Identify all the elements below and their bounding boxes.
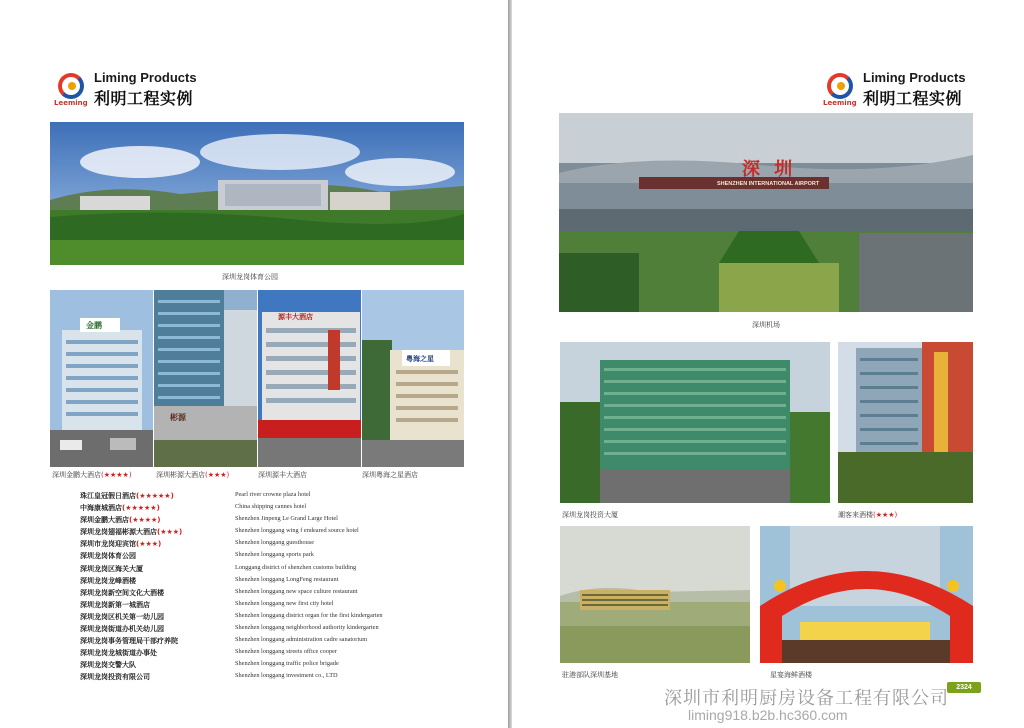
investment-building-caption: 深圳龙岗投资大厦 [562,511,618,519]
yuanfeng-hotel-photo [258,290,361,467]
xingyan-restaurant-photo [760,526,973,663]
project-cn: 深圳龙岗新第一城酒店 [80,600,150,609]
airport-photo [559,113,973,312]
yuehai-sign: 粤海之星 [406,355,434,363]
logo-mark-text: Leeming [823,98,857,107]
jinpeng-sign: 金鹏 [86,321,102,330]
brand-logo [56,70,197,109]
project-stars: (★★★★★) [122,504,160,513]
list-item [80,551,500,563]
list-item [80,491,500,503]
project-stars: (★★★) [157,528,183,537]
list-item [80,600,500,612]
project-en: Shenzhen longgang sports park [235,551,314,559]
project-en: Shenzhen longgang investment co., LTD [235,672,338,680]
brand-name-cn: 利明工程实例 [94,89,194,108]
list-item [80,624,500,636]
list-item [80,660,500,672]
brand-name-en: Liming Products [94,70,197,85]
project-cn: 珠江皇冠假日酒店 [80,492,136,500]
project-cn: 深圳龙岗区海关大厦 [80,564,143,573]
project-cn: 深圳龙岗龙城街道办事处 [80,649,157,658]
list-item [80,515,500,527]
jinpeng-hotel-photo [50,290,153,467]
yuehai-star-hotel-photo [362,290,464,467]
project-stars: (★★★★★) [136,492,174,500]
project-en: Shenzhen longgang new space culture restaurant [235,587,358,595]
project-en: Shenzhen Jinpeng Le Grand Large Hotel [235,515,338,523]
project-en: China shipping cannes hotel [235,503,307,511]
logo-mark-text: Leeming [54,98,88,107]
project-en: Shenzhen longgang LongFeng restaurant [235,575,339,583]
airport-sign-cn: 深 圳 [742,159,797,180]
list-item [80,564,500,576]
project-cn: 深圳龙岗体育公园 [80,552,136,561]
footer-url: liming918.b2b.hc360.com [688,707,848,723]
project-cn: 深圳龙岗翅福彬源大酒店 [80,528,157,537]
project-en: Longgang district of shenzhen customs building [235,563,357,571]
project-en: Shenzhen longgang guesthouse [235,539,315,547]
project-cn: 深圳龙岗区机关第一幼儿园 [80,612,164,621]
project-cn: 深圳龙岗龙峰酒楼 [80,576,136,585]
list-item [80,648,500,660]
project-cn: 深圳龙岗交警大队 [80,661,136,670]
list-item [80,527,500,539]
airport-caption: 深圳机场 [752,321,780,329]
project-list [80,491,500,685]
project-en: Shenzhen longgang streets office cooper [235,648,337,656]
photo-caption-yuanfeng: 深圳源丰大酒店 [258,471,307,479]
brand-name-cn: 利明工程实例 [863,89,963,108]
project-stars: (★★★) [136,540,162,549]
list-item [80,612,500,624]
list-item [80,636,500,648]
project-stars: (★★★★) [129,516,161,525]
project-en: Shenzhen longgang traffic police brigade [235,660,339,668]
caption-stars: (★★★★) [101,471,132,479]
chaokelai-caption [838,510,897,520]
project-cn: 深圳龙岗街道办机关幼儿园 [80,625,164,634]
project-cn: 深圳龙岗投资有限公司 [80,673,150,682]
project-en: Shenzhen longgang district organ for the first kindergarten [235,611,383,619]
photo-caption-jinpeng [52,470,132,480]
photo-caption-yuehai: 深圳粤海之星酒店 [362,471,418,479]
photo-caption-binyuan [156,470,229,480]
project-en: Shenzhen longgang administration cadre sanatorium [235,636,368,644]
brand-logo [825,70,966,109]
chaokelai-restaurant-photo [838,342,973,503]
binyuan-sign: 彬源 [170,413,186,422]
investment-building-photo [560,342,830,503]
list-item [80,539,500,551]
project-cn: 深圳龙岗事务管理局干部疗养院 [80,637,178,646]
binyuan-hotel-photo [154,290,257,467]
caption-stars: (★★★) [873,511,898,519]
xingyan-caption: 星宴海鲜酒楼 [770,671,812,679]
project-cn: 深圳金鹏大酒店 [80,516,129,525]
project-en: Shenzhen longgang wing f endeared source hotel [235,527,359,535]
airport-sign-en: SHENZHEN INTERNATIONAL AIRPORT [717,181,820,187]
project-en: Shenzhen longgang neighborhood authority kindergarten [235,624,379,632]
footer-company: 深圳市利明厨房设备工程有限公司 [664,688,949,709]
page-number-badge: 2324 [947,682,981,693]
project-cn: 中海康城酒店 [80,504,122,513]
list-item [80,503,500,515]
caption-stars: (★★★) [205,471,230,479]
list-item [80,588,500,600]
list-item [80,672,500,684]
brand-name-en: Liming Products [863,70,966,85]
logo-mark-icon [56,73,90,107]
garrison-base-photo [560,526,750,663]
garrison-caption: 驻港部队深圳基地 [562,671,618,679]
left-page [0,0,508,728]
caption-text: 潮客来酒楼 [838,511,873,519]
sports-park-caption: 深圳龙岗体育公园 [222,273,278,281]
project-cn: 深圳龙岗新空间文化大酒楼 [80,588,164,597]
caption-text: 深圳彬源大酒店 [156,471,205,479]
sports-park-photo [50,122,464,265]
caption-text: 深圳金鹏大酒店 [52,471,101,479]
right-page [512,0,1024,728]
project-cn: 深圳市龙岗迎宾馆 [80,540,136,549]
yuanfeng-sign: 源丰大酒店 [278,313,313,321]
logo-mark-icon [825,73,859,107]
project-en: Pearl river crowne plaza hotel [235,491,311,498]
project-en: Shenzhen longgang new first city hotel [235,599,334,607]
list-item [80,576,500,588]
